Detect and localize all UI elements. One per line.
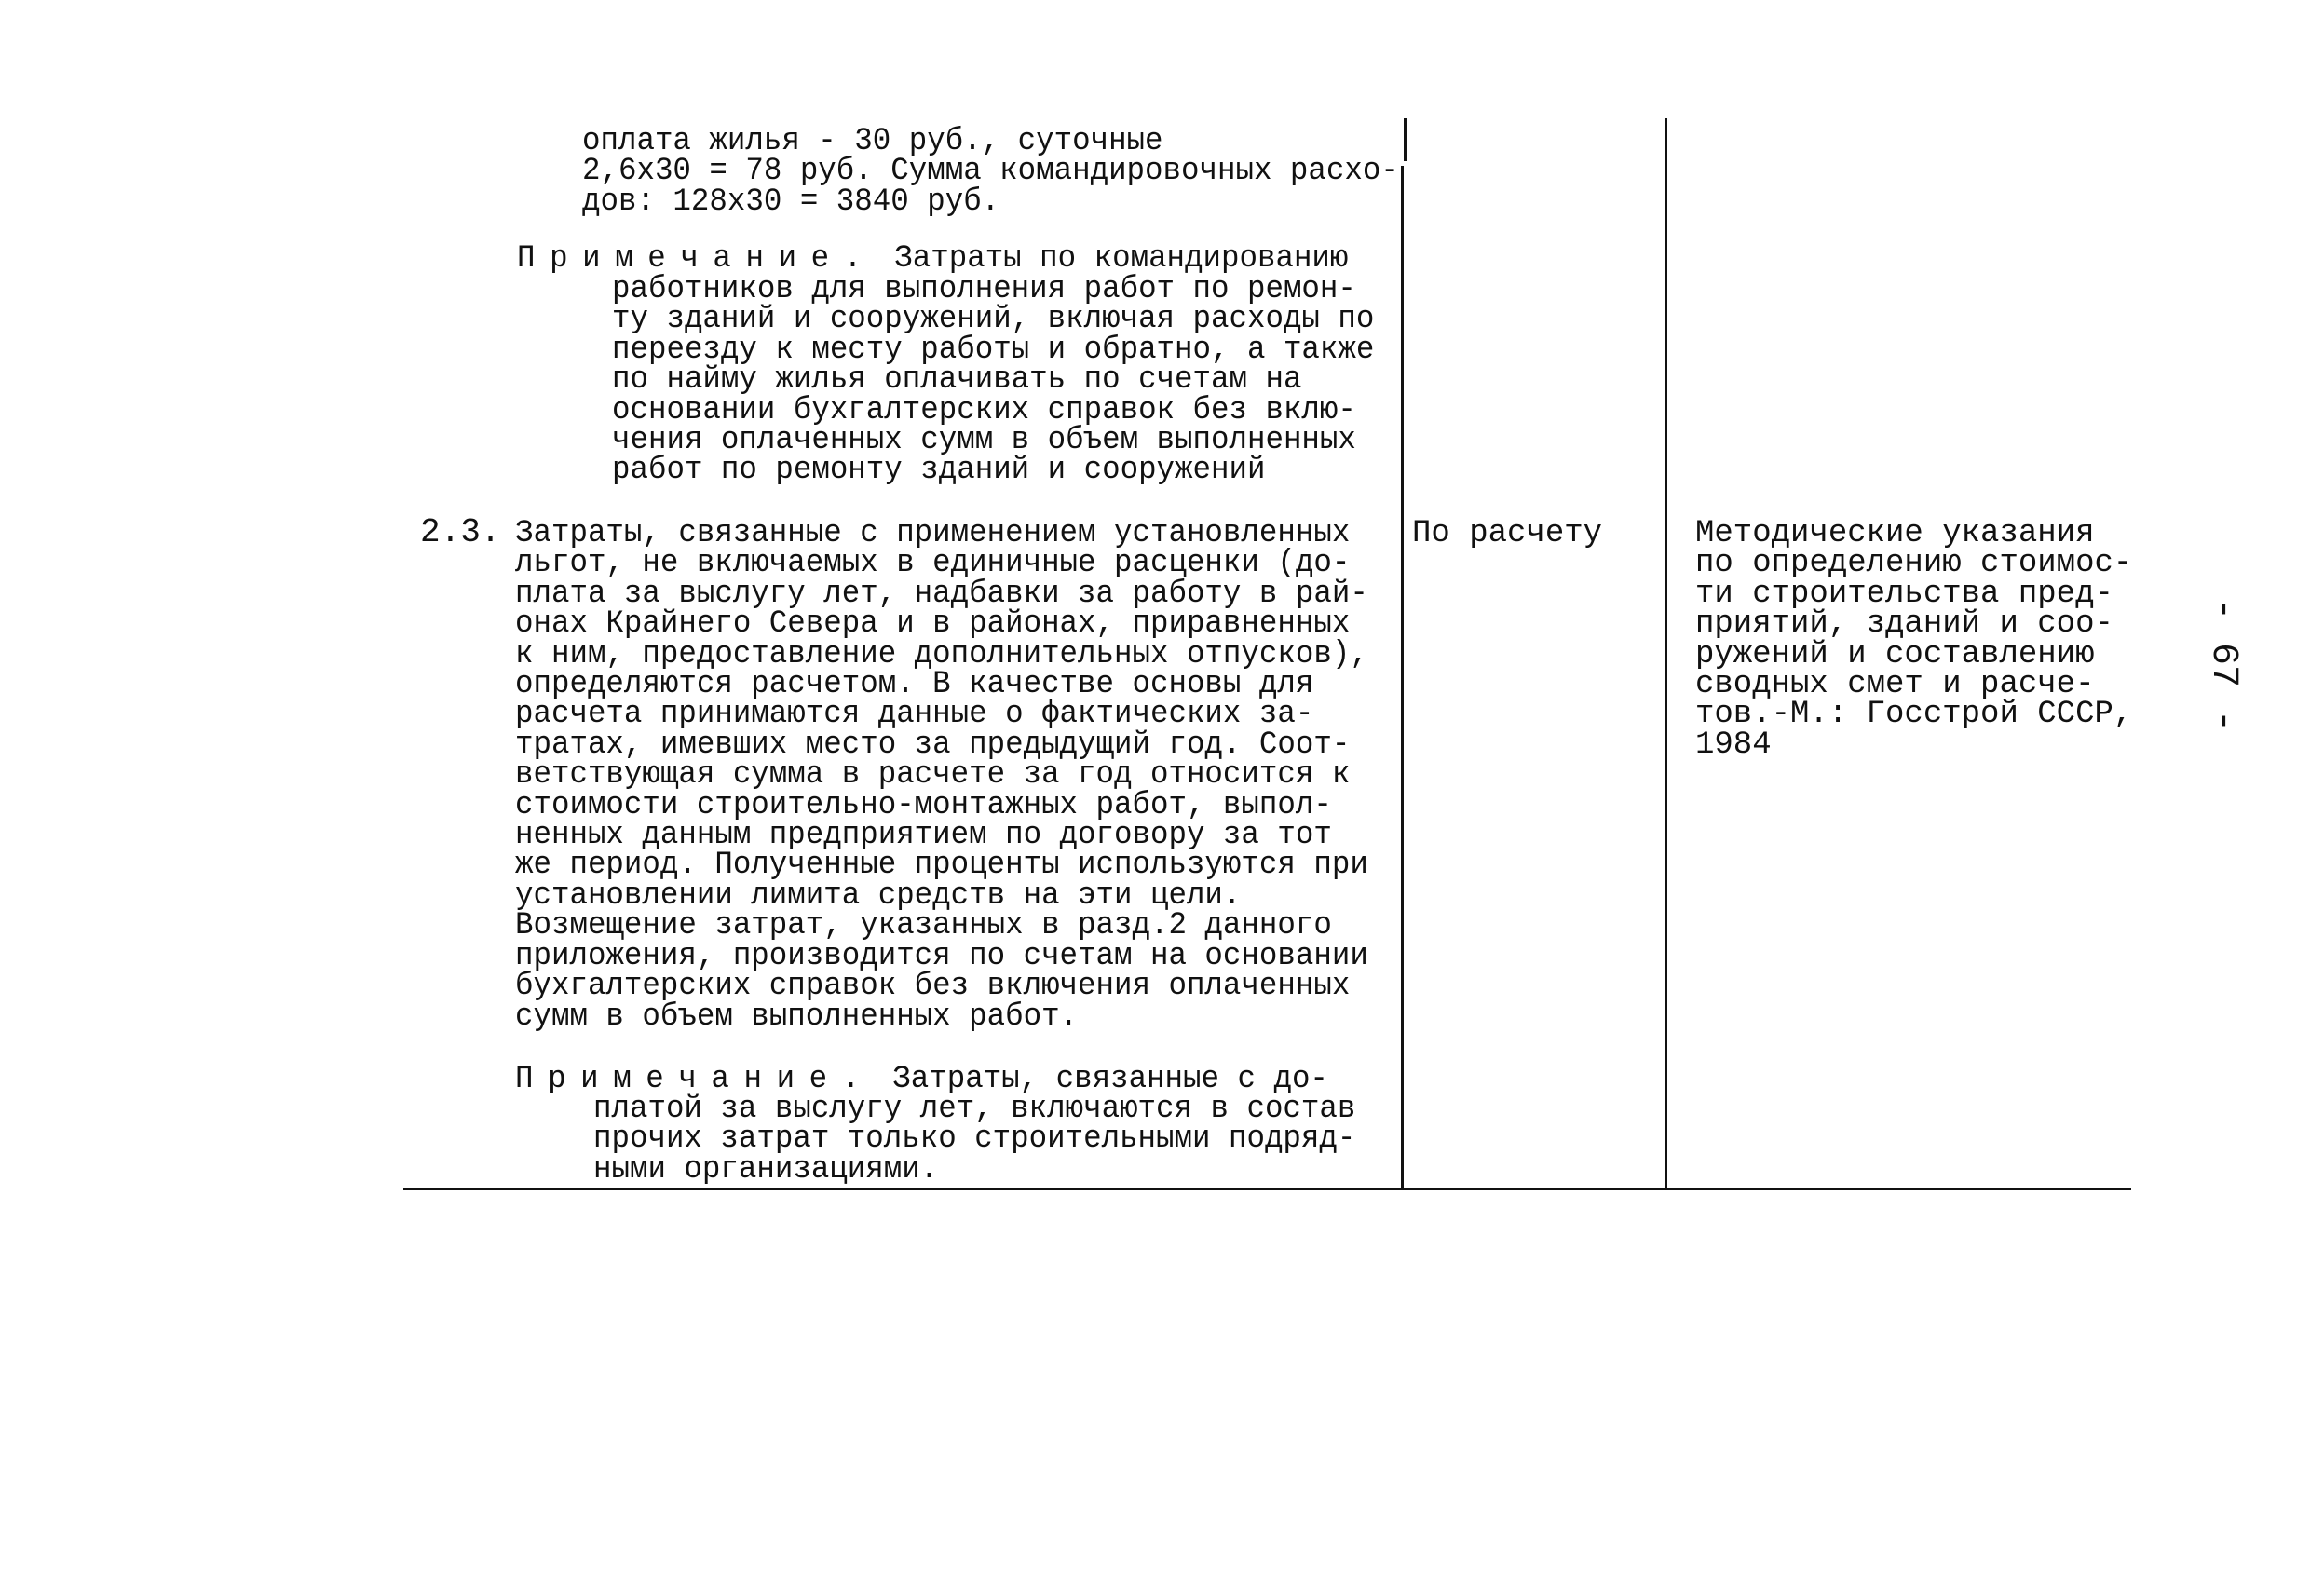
note-first-line xyxy=(515,1062,1328,1097)
text-line: 1984 xyxy=(1695,727,1772,763)
note-first-line xyxy=(517,241,1349,277)
page-number: - 67 - xyxy=(2202,598,2244,733)
note-2-body xyxy=(593,1092,1392,1188)
note-1-body xyxy=(612,272,1410,489)
method-cell xyxy=(1412,516,1603,551)
note-label: Примечание. xyxy=(515,1062,875,1097)
text-line: платой за выслугу лет, включаются в состав xyxy=(593,1092,1356,1127)
text-line: определяются расчетом. В качестве основы для xyxy=(515,667,1314,703)
text-line: установлении лимита средств на эти цели. xyxy=(515,877,1242,914)
text-line: ти строительства пред- xyxy=(1695,576,2113,612)
text-line: переезду к месту работы и обратно, а также xyxy=(612,332,1375,368)
text-line: приложения, производится по счетам на основании xyxy=(515,938,1368,974)
column-divider-right xyxy=(1665,118,1667,1190)
text-line: по найму жилья оплачивать по счетам на xyxy=(612,362,1302,399)
text-line: прочих затрат только строительными подряд- xyxy=(593,1121,1356,1158)
note-2 xyxy=(515,1062,1366,1097)
text-line: ружений и составлению xyxy=(1695,636,2095,672)
text-line: сумм в объем выполненных работ. xyxy=(515,998,1079,1035)
text-line: расчета принимаются данные о фактических за- xyxy=(515,697,1314,733)
method-text: По расчету xyxy=(1412,516,1603,551)
text-line: оплата жилья - 30 руб., суточные xyxy=(582,124,1163,159)
text-line: ту зданий и сооружений, включая расходы по xyxy=(612,302,1375,338)
text-line: работников для выполнения работ по ремон- xyxy=(612,272,1356,307)
item-number: 2.3. xyxy=(420,513,501,551)
text-line: ветствующая сумма в расчете за год относится к xyxy=(515,757,1351,794)
text-line: к ним, предоставление дополнительных отпусков), xyxy=(515,636,1368,672)
travel-calculation xyxy=(582,124,1437,220)
source-reference xyxy=(1695,516,2133,763)
note-label: Примечание. xyxy=(517,241,877,277)
text-line: дов: 128х30 = 3840 руб. xyxy=(582,183,1000,220)
note-text: Затраты по командированию xyxy=(876,241,1349,277)
item-2-3-text xyxy=(515,516,1408,1035)
table-bottom-rule xyxy=(403,1188,2131,1190)
text-line: сводных смет и расче- xyxy=(1695,667,2095,703)
text-line: работ по ремонту зданий и сооружений xyxy=(612,453,1266,489)
note-1 xyxy=(517,241,1387,277)
text-line: стоимости строительно-монтажных работ, выпол- xyxy=(515,787,1332,823)
note-text: Затраты, связанные с до- xyxy=(874,1062,1328,1097)
text-line: Возмещение затрат, указанных в разд.2 данного xyxy=(515,908,1332,944)
text-line: ненных данным предприятием по договору за тот xyxy=(515,818,1332,854)
text-line: Затраты, связанные с применением установленных xyxy=(515,516,1351,551)
text-line: чения оплаченных сумм в объем выполненных xyxy=(612,423,1356,459)
text-line: онах Крайнего Севера и в районах, приравненных xyxy=(515,606,1351,643)
text-line: основании бухгалтерских справок без вклю- xyxy=(612,392,1356,428)
text-line: тов.-М.: Госстрой СССР, xyxy=(1695,697,2133,733)
text-line: плата за выслугу лет, надбавки за работу в рай- xyxy=(515,576,1368,612)
text-line: льгот, не включаемых в единичные расценки (до- xyxy=(515,546,1351,582)
text-line: Методические указания xyxy=(1695,516,2095,551)
text-line: же период. Полученные проценты используются при xyxy=(515,848,1368,884)
text-line: ными организациями. xyxy=(593,1151,939,1188)
text-line: бухгалтерских справок без включения оплаченных xyxy=(515,969,1351,1005)
text-line: тратах, имевших место за предыдущий год. Соот- xyxy=(515,727,1351,763)
text-line: приятий, зданий и соо- xyxy=(1695,606,2113,643)
text-line: 2,6х30 = 78 руб. Сумма командировочных расхо- xyxy=(582,154,1399,190)
text-line: по определению стоимос- xyxy=(1695,546,2133,582)
